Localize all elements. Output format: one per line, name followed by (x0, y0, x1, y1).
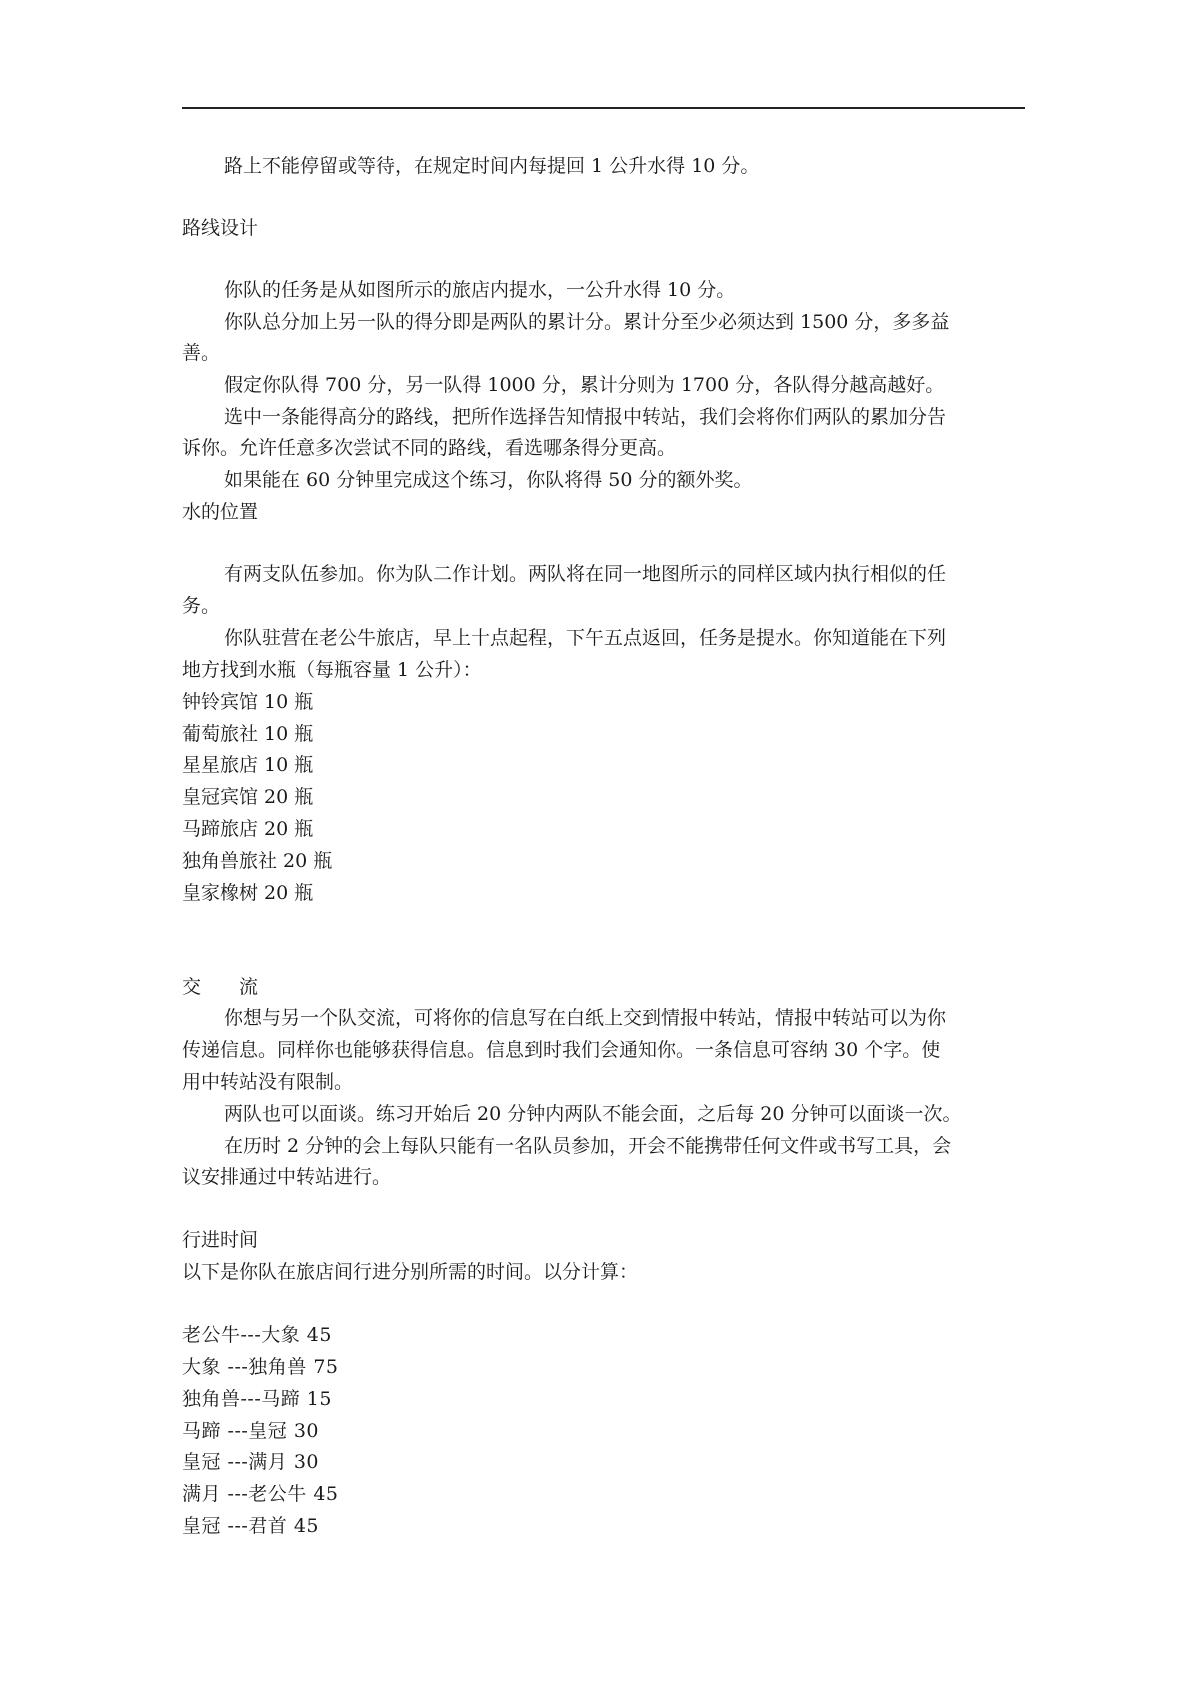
text-line: 你队总分加上另一队的得分即是两队的累计分。累计分至少必须达到 1500 分，多多益 (224, 311, 950, 333)
section-heading-route-design: 路线设计 (182, 217, 259, 239)
section-heading-water-location: 水的位置 (182, 501, 259, 523)
text-line: 议安排通过中转站进行。 (182, 1166, 392, 1188)
route-item: 皇冠 ---君首 45 (182, 1515, 320, 1537)
text-line: 你队的任务是从如图所示的旅店内提水，一公升水得 10 分。 (224, 279, 736, 301)
route-item: 满月 ---老公牛 45 (182, 1483, 339, 1505)
list-item: 钟铃宾馆 10 瓶 (182, 691, 314, 713)
text-line: 传递信息。同样你也能够获得信息。信息到时我们会通知你。一条信息可容纳 30 个字。使 (182, 1039, 941, 1061)
text-line: 有两支队伍参加。你为队二作计划。两队将在同一地图所示的同样区域内执行相似的任 (224, 563, 947, 585)
list-item: 葡萄旅社 10 瓶 (182, 723, 314, 745)
text-line: 务。 (182, 595, 221, 617)
header-rule (182, 107, 1025, 109)
text-line: 你想与另一个队交流，可将你的信息写在白纸上交到情报中转站，情报中转站可以为你 (224, 1007, 947, 1029)
route-item: 独角兽---马蹄 15 (182, 1388, 332, 1410)
text-line: 善。 (182, 342, 221, 364)
route-item: 大象 ---独角兽 75 (182, 1356, 339, 1378)
route-item: 马蹄 ---皇冠 30 (182, 1420, 320, 1442)
text-line: 以下是你队在旅店间行进分别所需的时间。以分计算： (182, 1261, 639, 1283)
text-line: 在历时 2 分钟的会上每队只能有一名队员参加，开会不能携带任何文件或书写工具，会 (224, 1135, 952, 1157)
text-line: 你队驻营在老公牛旅店，早上十点起程，下午五点返回，任务是提水。你知道能在下列 (224, 627, 947, 649)
text-line: 假定你队得 700 分，另一队得 1000 分，累计分则为 1700 分，各队得分越高越好。 (224, 374, 945, 396)
list-item: 独角兽旅社 20 瓶 (182, 850, 333, 872)
text-line: 选中一条能得高分的路线，把所作选择告知情报中转站，我们会将你们两队的累加分告 (224, 406, 947, 428)
route-item: 老公牛---大象 45 (182, 1324, 332, 1346)
text-line: 路上不能停留或等待，在规定时间内每提回 1 公升水得 10 分。 (224, 155, 760, 177)
section-heading-travel-time: 行进时间 (182, 1229, 259, 1251)
text-line: 两队也可以面谈。练习开始后 20 分钟内两队不能会面，之后每 20 分钟可以面谈一次。 (224, 1103, 962, 1125)
section-heading-communication: 交 流 (182, 976, 259, 998)
list-item: 皇家橡树 20 瓶 (182, 882, 314, 904)
text-line: 用中转站没有限制。 (182, 1071, 354, 1093)
text-line: 诉你。允许任意多次尝试不同的路线，看选哪条得分更高。 (182, 437, 677, 459)
list-item: 马蹄旅店 20 瓶 (182, 818, 314, 840)
list-item: 星星旅店 10 瓶 (182, 754, 314, 776)
route-item: 皇冠 ---满月 30 (182, 1451, 320, 1473)
text-line: 地方找到水瓶（每瓶容量 1 公升）： (182, 659, 482, 681)
list-item: 皇冠宾馆 20 瓶 (182, 786, 314, 808)
text-line: 如果能在 60 分钟里完成这个练习，你队将得 50 分的额外奖。 (224, 469, 753, 491)
